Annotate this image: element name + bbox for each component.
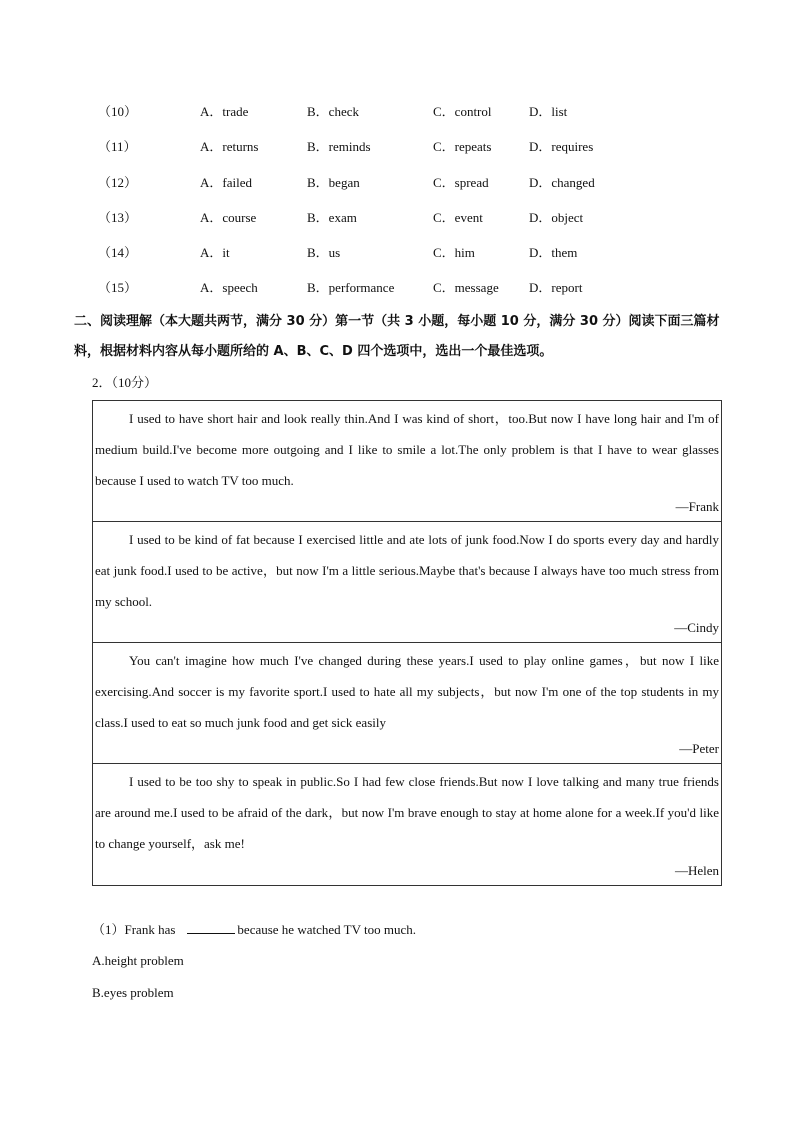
passage-signature: —Helen [674,863,719,878]
passage-frank [93,401,721,522]
passage-text: I used to be too shy to speak in public.So I had few close friends.But now I love talking and many true friends are around me.I used to be afraid of the dark，but now I'm brave enough to stay at home alone for a week.If you'd like to change yourself，ask me! [95,774,719,851]
option-d: D．them [529,245,578,260]
passage-text: I used to have short hair and look really thin.And I was kind of short，too.But now I have long hair and I'm of medium build.I've become more outgoing and I like to smile a lot.The only problem is that I have to wear glasses because I used to watch TV too much. [95,411,719,488]
question-2-label: 2．（10分） [92,375,158,390]
option-a: A．speech [200,280,258,295]
answer-option-a: A.height problem [92,953,184,968]
passage-text: You can't imagine how much I've changed during these years.I used to play online games，but now I like exercising.And soccer is my favorite sport.I used to hate all my subjects，but now I'm one of the top students in my class.I used to eat so much junk food and get sick easily [95,653,719,730]
option-b: B．reminds [307,139,371,154]
option-c: C．spread [433,175,489,190]
option-b: B．performance [307,280,395,295]
option-b: B．us [307,245,341,260]
option-a: A．failed [200,175,252,190]
sub-question-suffix: because he watched TV too much. [237,922,416,937]
option-b: B．check [307,104,359,119]
question-number: （11） [98,139,137,154]
option-d: D．object [529,210,584,225]
question-number: （14） [98,245,138,260]
answer-option-b: B.eyes problem [92,985,174,1000]
question-number: （12） [98,175,138,190]
option-a: A．it [200,245,230,260]
passage-signature: —Peter [679,741,719,756]
passages-table [92,400,722,886]
passage-signature: —Frank [675,499,719,514]
answer-blank [187,921,235,934]
sub-question-prefix: （1）Frank has [92,922,176,937]
option-c: C．message [433,280,499,295]
passage-text: I used to be kind of fat because I exercised little and ate lots of junk food.Now I do sports every day and hardly eat junk food.I used to be active，but now I'm a little serious.Maybe that's because I always have too much stress from my school. [95,532,719,609]
option-c: C．him [433,245,475,260]
sub-question-1 [92,920,416,940]
passage-signature: —Cindy [674,620,719,635]
option-d: D．report [529,280,583,295]
option-d: D．list [529,104,568,119]
passage-peter [93,643,721,764]
option-a: A．course [200,210,257,225]
passage-helen [93,764,721,885]
question-number: （15） [98,280,138,295]
option-b: B．began [307,175,360,190]
question-number: （13） [98,210,138,225]
option-a: A．trade [200,104,249,119]
question-number: （10） [98,104,138,119]
option-d: D．requires [529,139,594,154]
option-c: C．repeats [433,139,492,154]
option-c: C．event [433,210,483,225]
option-b: B．exam [307,210,357,225]
section-heading: 二、阅读理解（本大题共两节，满分 30 分）第一节（共 3 小题，每小题 10 分，满分 30 分）阅读下面三篇材料，根据材料内容从每小题所给的 A、B、C、D 四个选项中，选出一个最佳选项。 [74,314,720,359]
option-a: A．returns [200,139,259,154]
passage-cindy [93,522,721,643]
option-c: C．control [433,104,492,119]
option-d: D．changed [529,175,595,190]
